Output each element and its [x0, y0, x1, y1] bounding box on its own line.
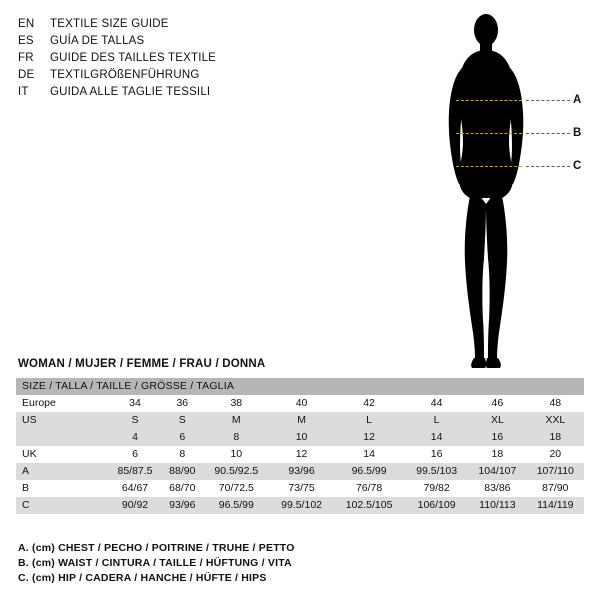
language-code: EN: [18, 18, 35, 30]
table-cell: 38: [203, 395, 271, 412]
table-cell: 114/119: [527, 497, 584, 514]
language-code: ES: [18, 35, 34, 47]
table-row: [16, 480, 584, 497]
language-code: FR: [18, 52, 34, 64]
table-cell: 44: [405, 395, 468, 412]
table-cell: 34: [108, 395, 162, 412]
table-cell: 42: [333, 395, 405, 412]
row-label: UK: [16, 446, 108, 463]
table-header-label: SIZE / TALLA / TAILLE / GRÖSSE / TAGLIA: [16, 378, 584, 395]
table-row: [16, 429, 584, 446]
language-code: DE: [18, 69, 35, 81]
measure-line-c-yellow: [456, 166, 522, 167]
row-label: A: [16, 463, 108, 480]
table-cell: 70/72.5: [203, 480, 271, 497]
legend-line-b: B. (cm) WAIST / CINTURA / TAILLE / HÜFTUNG / VITA: [18, 557, 292, 569]
row-label: Europe: [16, 395, 108, 412]
language-title: GUIDA ALLE TAGLIE TESSILI: [50, 86, 211, 98]
measure-line-c-gray: [526, 166, 570, 167]
table-cell: M: [203, 412, 271, 429]
table-cell: 14: [405, 429, 468, 446]
table-cell: S: [162, 412, 203, 429]
table-cell: 18: [527, 429, 584, 446]
language-row: [18, 86, 348, 103]
table-cell: 16: [405, 446, 468, 463]
table-cell: 110/113: [468, 497, 527, 514]
language-code: IT: [18, 86, 29, 98]
table-header-row: [16, 378, 584, 395]
legend-line-a: A. (cm) CHEST / PECHO / POITRINE / TRUHE / PETTO: [18, 542, 295, 554]
table-cell: 93/96: [270, 463, 333, 480]
measure-line-b-gray: [526, 133, 570, 134]
measure-line-a-yellow: [456, 100, 522, 101]
measure-label-a: A: [573, 94, 582, 106]
table-cell: 6: [108, 446, 162, 463]
row-label: [16, 429, 108, 446]
language-row: [18, 52, 348, 69]
table-row: [16, 395, 584, 412]
table-cell: 106/109: [405, 497, 468, 514]
table-cell: 8: [203, 429, 271, 446]
table-cell: 18: [468, 446, 527, 463]
language-title: TEXTILE SIZE GUIDE: [50, 18, 169, 30]
section-title: WOMAN / MUJER / FEMME / FRAU / DONNA: [18, 358, 266, 370]
language-header-block: [18, 18, 348, 103]
table-cell: 48: [527, 395, 584, 412]
table-cell: 12: [333, 429, 405, 446]
table-cell: 102.5/105: [333, 497, 405, 514]
measure-line-b-yellow: [456, 133, 522, 134]
table-cell: L: [405, 412, 468, 429]
language-row: [18, 69, 348, 86]
table-cell: 14: [333, 446, 405, 463]
table-cell: 90/92: [108, 497, 162, 514]
table-cell: 40: [270, 395, 333, 412]
table-cell: XXL: [527, 412, 584, 429]
language-title: TEXTILGRÖßENFÜHRUNG: [50, 69, 200, 81]
legend-line-c: C. (cm) HIP / CADERA / HANCHE / HÜFTE / HIPS: [18, 572, 267, 584]
table-cell: 8: [162, 446, 203, 463]
table-cell: 16: [468, 429, 527, 446]
measure-line-a-gray: [526, 100, 570, 101]
table-cell: 79/82: [405, 480, 468, 497]
table-cell: 90.5/92.5: [203, 463, 271, 480]
table-cell: 10: [203, 446, 271, 463]
table-cell: 93/96: [162, 497, 203, 514]
figure-diagram: [430, 8, 590, 378]
language-title: GUIDE DES TAILLES TEXTILE: [50, 52, 217, 64]
table-cell: 10: [270, 429, 333, 446]
table-cell: 64/67: [108, 480, 162, 497]
table-cell: 107/110: [527, 463, 584, 480]
table-cell: 87/90: [527, 480, 584, 497]
measure-label-b: B: [573, 127, 582, 139]
table-cell: 68/70: [162, 480, 203, 497]
table-cell: 99.5/102: [270, 497, 333, 514]
table-cell: 96.5/99: [203, 497, 271, 514]
table-row: [16, 463, 584, 480]
table-cell: 104/107: [468, 463, 527, 480]
measure-label-c: C: [573, 160, 582, 172]
table-row: [16, 446, 584, 463]
female-silhouette-icon: [430, 8, 590, 378]
table-cell: 20: [527, 446, 584, 463]
language-title: GUÍA DE TALLAS: [50, 35, 145, 47]
table-cell: 88/90: [162, 463, 203, 480]
measurement-legend: [18, 541, 578, 586]
table-cell: 6: [162, 429, 203, 446]
table-row: [16, 497, 584, 514]
row-label: B: [16, 480, 108, 497]
table-cell: 4: [108, 429, 162, 446]
table-cell: L: [333, 412, 405, 429]
table-row: [16, 412, 584, 429]
table-cell: S: [108, 412, 162, 429]
size-table: [16, 378, 584, 514]
table-cell: 96.5/99: [333, 463, 405, 480]
row-label: US: [16, 412, 108, 429]
table-cell: M: [270, 412, 333, 429]
table-cell: 76/78: [333, 480, 405, 497]
table-cell: 99.5/103: [405, 463, 468, 480]
table-cell: 73/75: [270, 480, 333, 497]
row-label: C: [16, 497, 108, 514]
language-row: [18, 18, 348, 35]
table-cell: XL: [468, 412, 527, 429]
table-cell: 36: [162, 395, 203, 412]
table-cell: 83/86: [468, 480, 527, 497]
table-cell: 12: [270, 446, 333, 463]
language-row: [18, 35, 348, 52]
table-cell: 85/87.5: [108, 463, 162, 480]
table-cell: 46: [468, 395, 527, 412]
